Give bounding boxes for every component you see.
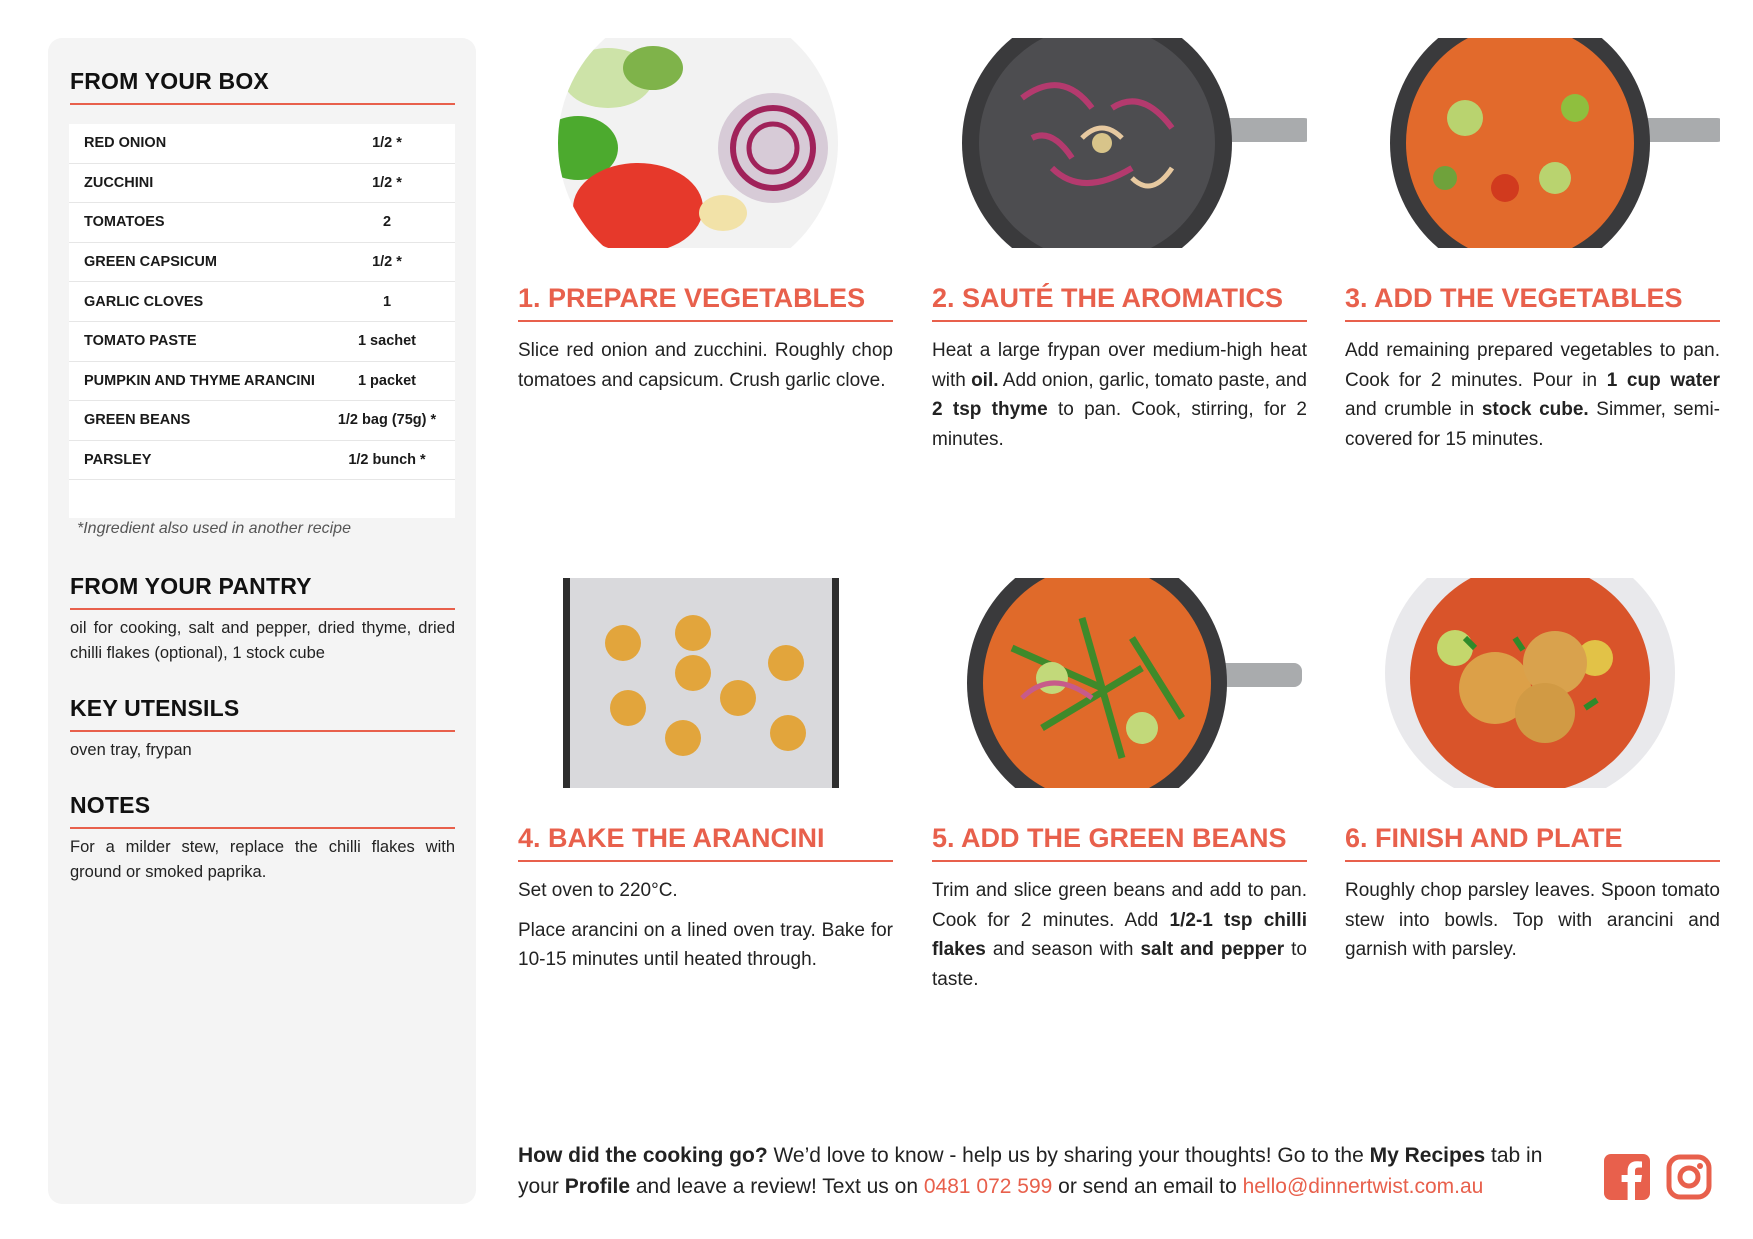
footnote: *Ingredient also used in another recipe [77, 520, 351, 537]
step-text [932, 336, 1307, 464]
ingredient-row [69, 203, 455, 243]
ingredient-qty: 1/2 bag (75g) * [337, 412, 437, 429]
ingredient-name: ZUCCHINI [84, 174, 154, 191]
step-text [1345, 336, 1720, 464]
plated-dish-photo [1345, 578, 1720, 788]
ingredients-table [69, 124, 455, 518]
text-run: Simmer, semi-covered for 15 minutes. [1345, 399, 1720, 450]
ingredient-row [69, 322, 455, 362]
instagram-icon[interactable] [1666, 1154, 1712, 1200]
utensils-text: oven tray, frypan [70, 741, 192, 759]
ingredient-row [69, 164, 455, 204]
bold-run: 1/2-1 tsp chilli flakes [932, 909, 1307, 960]
step-text [518, 336, 893, 405]
ingredient-name: GREEN BEANS [84, 412, 191, 429]
feedback-footer [518, 1140, 1588, 1202]
ingredients-sidebar [48, 38, 476, 1204]
text-run: and crumble in [1345, 399, 1482, 420]
step-title: 5. ADD THE GREEN BEANS [932, 823, 1307, 862]
ingredient-name: RED ONION [84, 135, 167, 152]
bold-run: oil. [971, 369, 999, 391]
ingredient-name: GARLIC CLOVES [84, 293, 204, 310]
text-run: We’d love to know - help us by sharing your thoughts! Go to the [767, 1144, 1370, 1167]
bold-run: stock cube. [1481, 399, 1589, 420]
ingredient-row [69, 401, 455, 441]
phone-link[interactable]: 0481 072 599 [923, 1175, 1053, 1198]
bold-run: Profile [564, 1175, 631, 1198]
ingredient-row [69, 282, 455, 322]
text-run: or send an email to [1052, 1175, 1243, 1198]
text-run: to taste. [932, 939, 1307, 990]
pantry-text: oil for cooking, salt and pepper, dried thyme, dried chilli flakes (optional), 1 stock cube [70, 619, 455, 662]
text-run: Add remaining prepared vegetables to pan. Cook for 2 minutes. Pour in [1345, 340, 1720, 391]
step-title: 6. FINISH AND PLATE [1345, 823, 1720, 862]
ingredient-qty: 1 packet [357, 372, 417, 389]
ingredient-name: TOMATOES [84, 214, 165, 231]
frypan-aromatics-photo [932, 38, 1307, 248]
text-run: and season with [985, 939, 1141, 960]
vegetables-photo [518, 38, 893, 248]
text-run: tab in your [518, 1144, 1543, 1198]
from-your-pantry-title: FROM YOUR PANTRY [70, 573, 455, 610]
ingredient-qty: 1 sachet [357, 333, 417, 350]
step-title: 1. PREPARE VEGETABLES [518, 283, 893, 322]
notes-title: NOTES [70, 792, 455, 829]
step-text [518, 876, 893, 985]
text-run: Heat a large frypan over medium-high heat with [932, 340, 1307, 391]
text-run: Trim and slice green beans and add to pan. Cook for 2 minutes. Add [932, 880, 1307, 931]
ingredient-row [69, 124, 455, 164]
step-paragraph: Roughly chop parsley leaves. Spoon tomato stew into bowls. Top with arancini and garnish with parsley. [1345, 880, 1720, 960]
ingredient-name: PUMPKIN AND THYME ARANCINI [84, 372, 315, 389]
key-utensils-title: KEY UTENSILS [70, 695, 455, 732]
step-paragraph: Place arancini on a lined oven tray. Bake for 10-15 minutes until heated through. [518, 919, 893, 970]
ingredient-qty: 2 [382, 214, 392, 231]
step-title: 2. SAUTÉ THE AROMATICS [932, 283, 1307, 322]
ingredient-name: GREEN CAPSICUM [84, 254, 217, 271]
text-run: Add onion, garlic, tomato paste, and [998, 369, 1307, 391]
step-title: 4. BAKE THE ARANCINI [518, 823, 893, 862]
step-paragraph [932, 336, 1307, 454]
facebook-icon[interactable] [1604, 1154, 1650, 1200]
from-your-box-title: FROM YOUR BOX [70, 68, 455, 105]
step-paragraph: Slice red onion and zucchini. Roughly chop tomatoes and capsicum. Crush garlic clove. [518, 340, 893, 391]
ingredient-qty: 1 [382, 293, 392, 310]
ingredient-row [69, 441, 455, 481]
step-paragraph [1345, 336, 1720, 454]
step-text [1345, 876, 1720, 975]
bold-run: 2 tsp thyme [932, 399, 1048, 420]
email-link[interactable]: hello@dinnertwist.com.au [1242, 1175, 1484, 1198]
ingredient-qty: 1/2 * [372, 174, 402, 191]
bold-run: salt and pepper [1140, 939, 1285, 960]
step-text [932, 876, 1307, 1004]
ingredient-row [69, 362, 455, 402]
ingredient-qty: 1/2 * [372, 254, 402, 271]
step-paragraph: Set oven to 220°C. [518, 880, 678, 901]
ingredient-qty: 1/2 bunch * [348, 452, 426, 469]
notes-text: For a milder stew, replace the chilli flakes with ground or smoked paprika. [70, 838, 455, 881]
text-run: and leave a review! Text us on [630, 1175, 924, 1198]
oven-tray-arancini-photo [518, 578, 893, 788]
bold-run: 1 cup water [1606, 369, 1720, 391]
step-title: 3. ADD THE VEGETABLES [1345, 283, 1720, 322]
bold-run: My Recipes [1369, 1144, 1486, 1167]
ingredient-qty: 1/2 * [372, 135, 402, 152]
ingredient-name: PARSLEY [84, 452, 152, 469]
ingredient-name: TOMATO PASTE [84, 333, 197, 350]
step-paragraph [932, 876, 1307, 994]
frypan-vegetables-photo [1345, 38, 1720, 248]
frypan-green-beans-photo [932, 578, 1307, 788]
text-run: to pan. Cook, stirring, for 2 minutes. [932, 399, 1307, 450]
empty-row [69, 480, 455, 518]
footer-question: How did the cooking go? [518, 1144, 768, 1167]
ingredient-row [69, 243, 455, 283]
